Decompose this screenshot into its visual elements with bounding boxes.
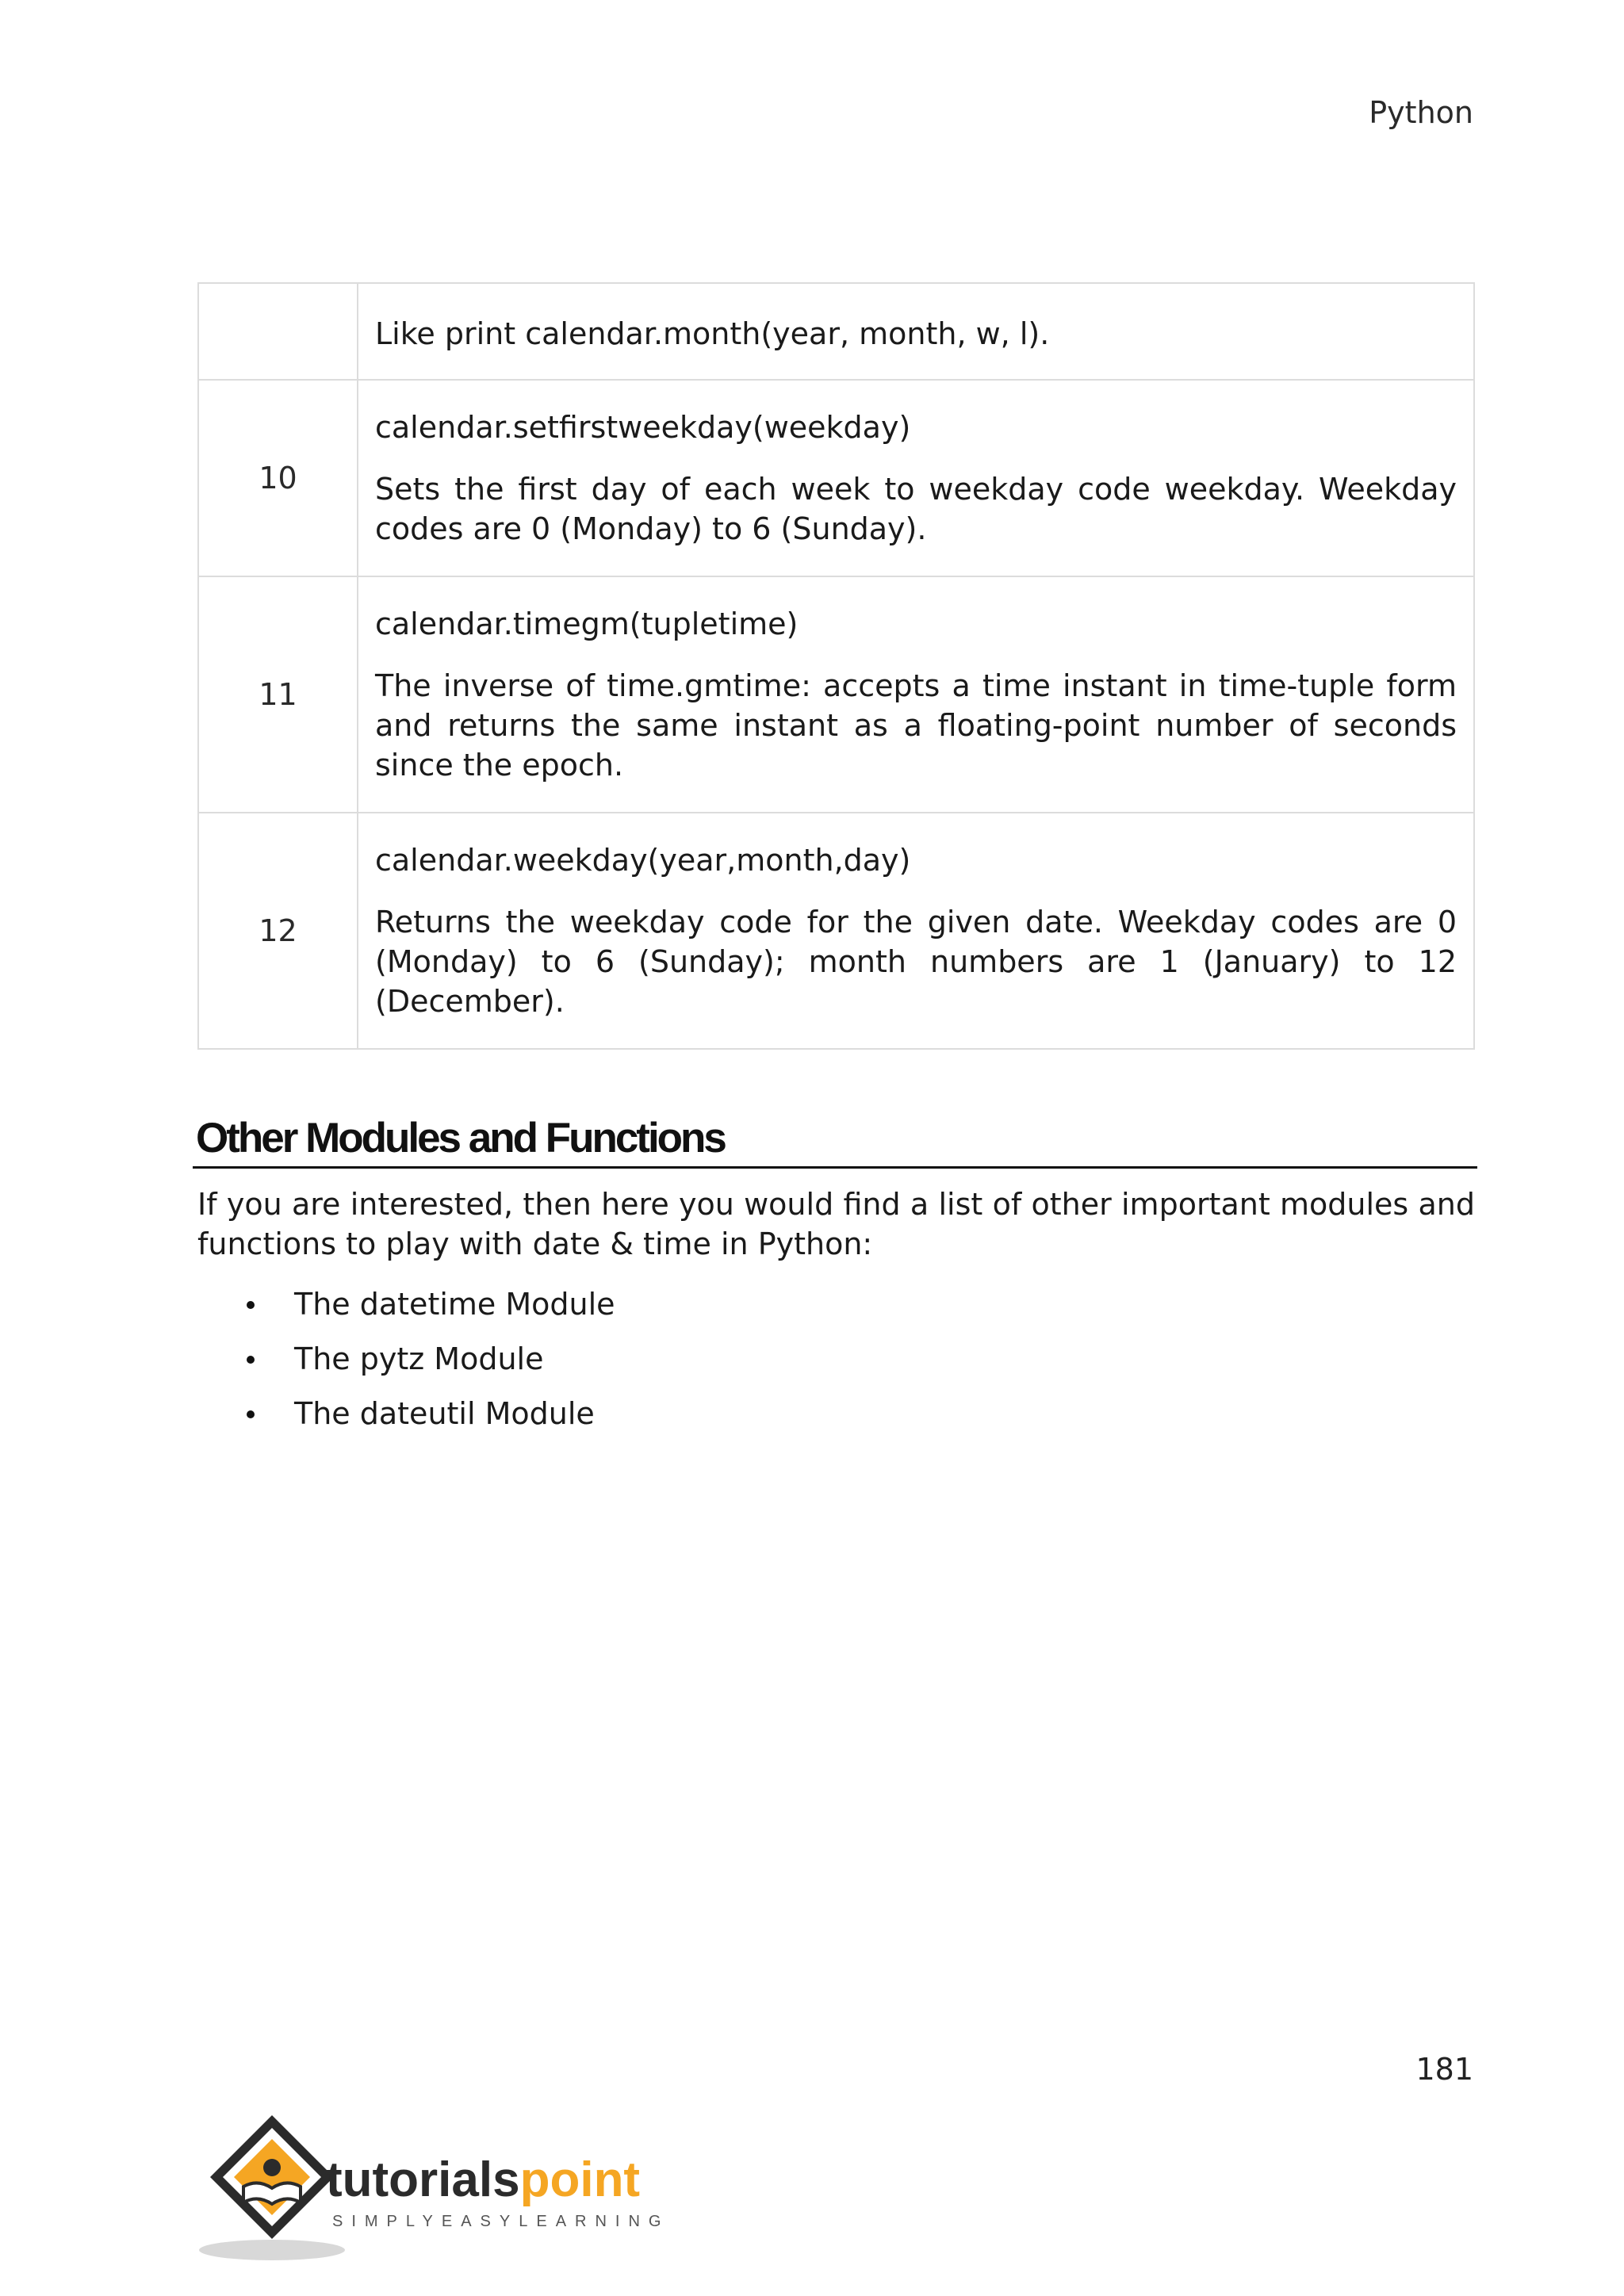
function-description: Returns the weekday code for the given date. Weekday codes are 0 (Monday) to 6 (Sunday); month numbers are 1 (January) to 12 (December). bbox=[375, 905, 1457, 1019]
description-cell bbox=[358, 283, 1474, 380]
list-item bbox=[197, 1284, 615, 1324]
logo-shadow-icon bbox=[199, 2240, 345, 2260]
reader-head-icon bbox=[263, 2159, 281, 2176]
running-header: Python bbox=[1369, 95, 1473, 130]
function-description: Sets the first day of each week to weekday code weekday. Weekday codes are 0 (Monday) to 6 (Sunday). bbox=[375, 472, 1457, 546]
description-cell bbox=[358, 813, 1474, 1049]
bullet-icon bbox=[247, 1410, 255, 1418]
row-number-cell: 12 bbox=[198, 813, 358, 1049]
list-item-label: The datetime Module bbox=[294, 1287, 615, 1322]
row-number-cell: 10 bbox=[198, 380, 358, 576]
calendar-functions-table bbox=[197, 282, 1475, 1050]
function-description: The inverse of time.gmtime: accepts a time instant in time-tuple form and returns the same instant as a floating-point number of seconds since the epoch. bbox=[375, 668, 1457, 783]
table-row bbox=[198, 380, 1474, 576]
heading-underline bbox=[193, 1166, 1477, 1169]
list-item bbox=[197, 1394, 615, 1433]
table-row bbox=[198, 813, 1474, 1049]
tutorialspoint-logo bbox=[193, 2109, 684, 2267]
section-heading: Other Modules and Functions bbox=[196, 1115, 725, 1161]
intro-paragraph: If you are interested, then here you would find a list of other important modules and functions to play with date & time in Python: bbox=[197, 1187, 1475, 1261]
module-list bbox=[197, 1284, 615, 1448]
function-signature: calendar.weekday(year,month,day) bbox=[375, 843, 911, 878]
function-signature: calendar.timegm(tupletime) bbox=[375, 607, 799, 641]
list-item bbox=[197, 1339, 615, 1379]
page-number: 181 bbox=[1415, 2052, 1473, 2087]
logo-wordmark: tutorialspoint bbox=[326, 2152, 641, 2207]
table-row bbox=[198, 283, 1474, 380]
table-row bbox=[198, 576, 1474, 813]
bullet-icon bbox=[247, 1301, 255, 1309]
function-signature: calendar.setfirstweekday(weekday) bbox=[375, 410, 911, 445]
bullet-icon bbox=[247, 1356, 255, 1364]
function-signature: Like print calendar.month(year, month, w, l). bbox=[375, 316, 1050, 351]
row-number-cell: 11 bbox=[198, 576, 358, 813]
row-number-cell bbox=[198, 283, 358, 380]
list-item-label: The pytz Module bbox=[294, 1341, 544, 1376]
list-item-label: The dateutil Module bbox=[294, 1396, 595, 1431]
logo-tagline: SIMPLYEASYLEARNING bbox=[332, 2213, 670, 2230]
description-cell bbox=[358, 380, 1474, 576]
description-cell bbox=[358, 576, 1474, 813]
